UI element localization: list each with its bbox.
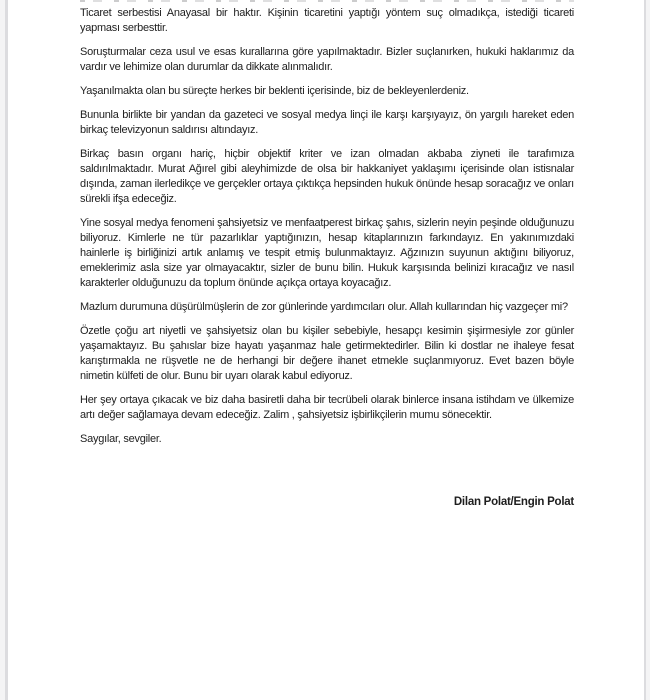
closing-line: Saygılar, sevgiler.: [80, 433, 162, 445]
letter-paragraph: Özetle çoğu art niyetli ve şahsiyetsiz olan bu kişiler sebebiyle, hesapçı kesimin şişirmesiyle zor günler yaşamaktayız. Bu şahıslar bize hayatı yaşanmaz hale getirmektedirler. Bilin ki dostlar ne ihaleye fesat karıştırmakla ne rüşvetle ne de herhangi bir değere ihanet etmekle suçlanmıyoruz. Evet bazen böyle nimetin külfeti de olur. Bunu bir uyarı olarak kabul ediyoruz.: [80, 325, 574, 382]
letter-paragraph: Her şey ortaya çıkacak ve biz daha basiretli daha bir tecrübeli olarak binlerce insana istihdam ve ülkemize artı değer sağlamaya devam edeceğiz. Zalim , şahsiyetsiz işbirlikçilerin mumu sönecektir.: [80, 394, 574, 421]
page-right-margin: [646, 0, 650, 700]
letter-paragraph: Yine sosyal medya fenomeni şahsiyetsiz ve menfaatperest birkaç şahıs, sizlerin neyin peşinde olduğunuzu biliyoruz. Kimlerle ne tür pazarlıklar yaptığınızın, hesap kitaplarınızın farkındayız. En yakınımızdaki hainlerle iş birliğinizi artık anlamış ve tespit etmiş bulunmaktayız. Ağzınızın suyunun aktığını biliyoruz, emeklerimiz asla size yar olmayacaktır, sizler de bunu bilin. Hukuk karşısında belinizi kıracağız ve nasıl karakterler olduğunuzu da toplum önünde açıkça ortaya koyacağız.: [80, 217, 574, 289]
letter-paragraph: Birkaç basın organı hariç, hiçbir objektif kriter ve izan olmadan akbaba ziyneti ile tarafımıza saldırılmaktadır. Murat Ağırel gibi aleyhimizde de olsa bir hakkaniyet yaklaşımı içerisinde olan istisnalar dışında, zaman ilerledikçe ve gerçekler ortaya çıktıkça hepsinden hukuk önünde hesap soracağız ve onları sürekli ifşa edeceğiz.: [80, 148, 574, 205]
letter-paragraph: Soruşturmalar ceza usul ve esas kurallarına göre yapılmaktadır. Bizler suçlanırken, hukuki haklarımız da vardır ve lehimize olan durumlar da dikkate alınmalıdır.: [80, 46, 574, 73]
letter-paragraph: Mazlum durumuna düşürülmüşlerin de zor günlerinde yardımcıları olur. Allah kullarından hiç vazgeçer mi?: [80, 301, 568, 313]
page-left-edge-line: [5, 0, 8, 700]
signature-name: Dilan Polat/Engin Polat: [453, 496, 574, 508]
letter-paragraph: Yaşanılmakta olan bu süreçte herkes bir beklenti içerisinde, biz de bekleyenlerdeniz.: [80, 85, 469, 97]
letter-paragraph: Ticaret serbestisi Anayasal bir haktır. Kişinin ticaretini yaptığı yöntem suç olmadıkça, istediği ticareti yapması serbesttir.: [80, 7, 574, 34]
letter-page: [80, 6, 574, 510]
cropped-text-remnant-top: [80, 0, 574, 2]
letter-paragraph: Bununla birlikte bir yandan da gazeteci ve sosyal medya linçi ile karşı karşıyayız, ön yargılı hareket eden birkaç televizyonun saldırısı altındayız.: [80, 109, 574, 136]
